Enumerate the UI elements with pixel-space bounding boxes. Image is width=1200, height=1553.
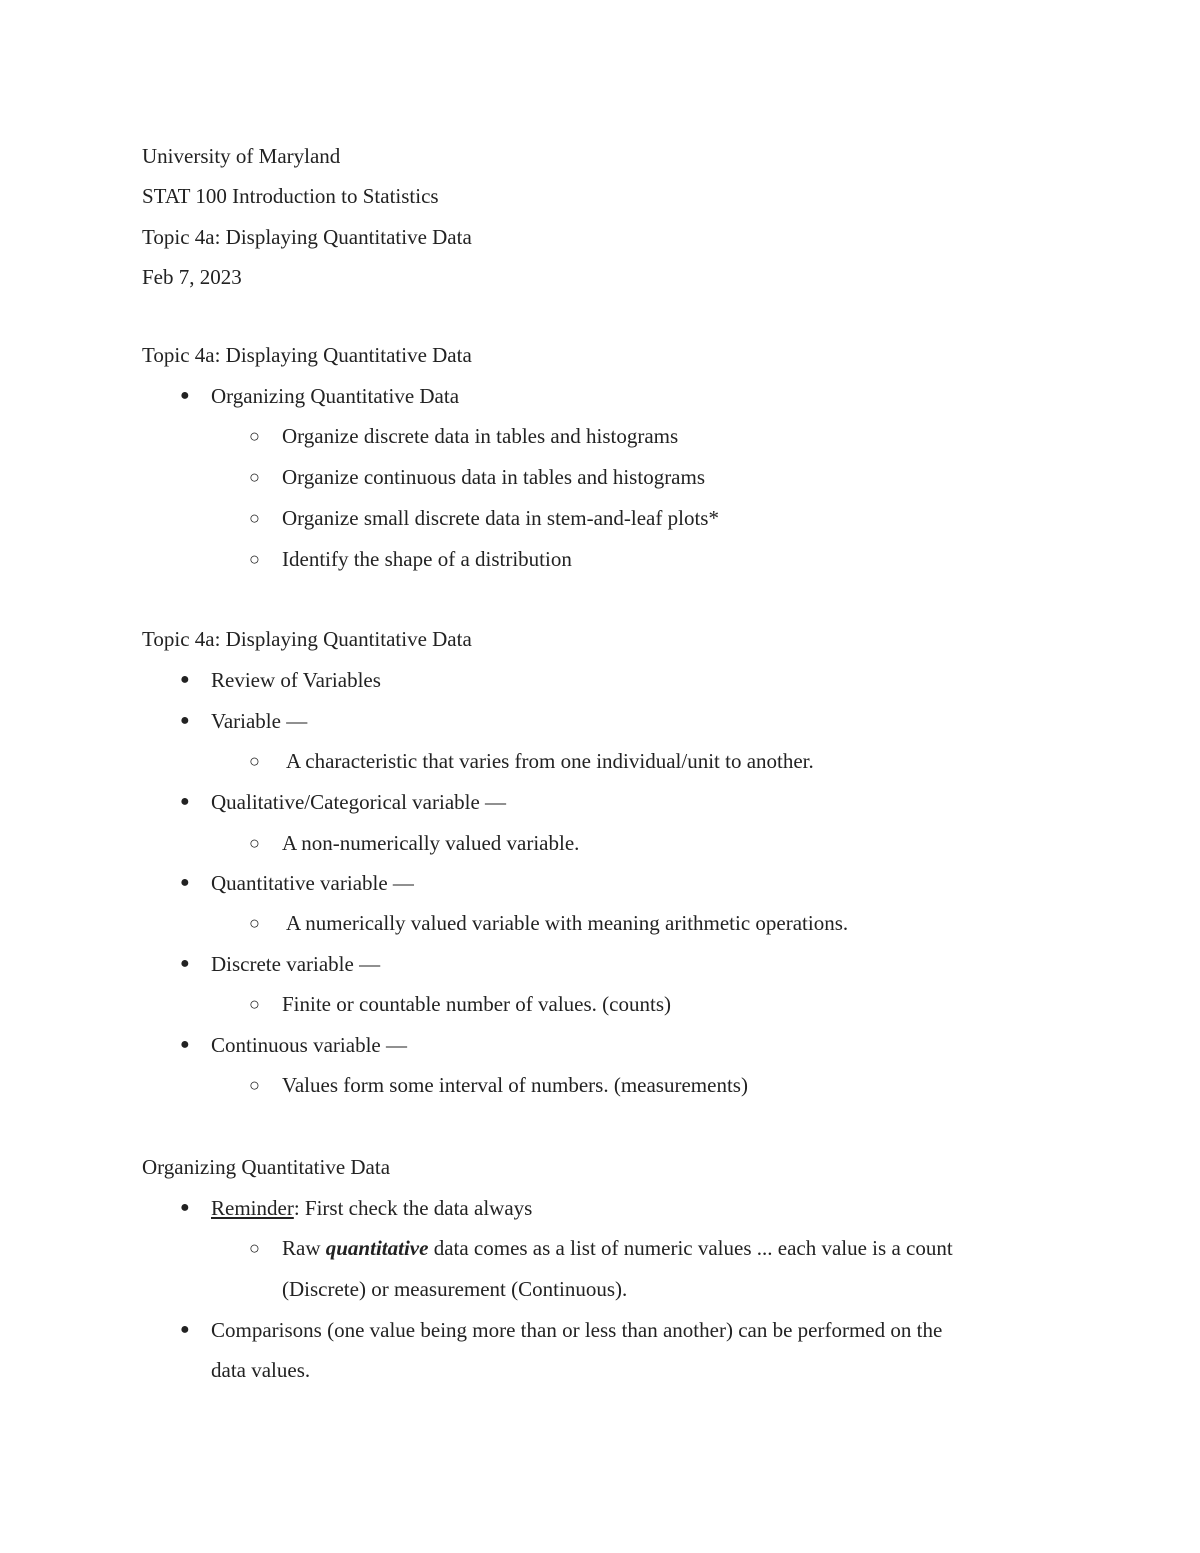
bullet-hollow-icon: ○ bbox=[249, 833, 260, 853]
list-item: Qualitative/Categorical variable — bbox=[211, 790, 507, 814]
bullet-filled-icon: ● bbox=[180, 1199, 190, 1216]
bullet-hollow-icon: ○ bbox=[249, 994, 260, 1014]
list-item bbox=[211, 1194, 532, 1222]
section3-heading: Organizing Quantitative Data bbox=[142, 1155, 391, 1179]
list-item: Discrete variable — bbox=[211, 952, 381, 976]
sub-list-item: Organize continuous data in tables and histograms bbox=[282, 465, 706, 489]
bullet-hollow-icon: ○ bbox=[249, 467, 260, 487]
date: Feb 7, 2023 bbox=[142, 265, 242, 289]
reminder-label: Reminder bbox=[211, 1196, 294, 1220]
bullet-hollow-icon: ○ bbox=[249, 508, 260, 528]
list-item: Quantitative variable — bbox=[211, 871, 414, 895]
raw-text: Raw bbox=[282, 1236, 326, 1260]
bullet-filled-icon: ● bbox=[180, 955, 190, 972]
bullet-filled-icon: ● bbox=[180, 874, 190, 891]
section2-heading: Topic 4a: Displaying Quantitative Data bbox=[142, 627, 472, 651]
bullet-hollow-icon: ○ bbox=[249, 751, 260, 771]
bullet-filled-icon: ● bbox=[180, 671, 190, 688]
university-name: University of Maryland bbox=[142, 144, 341, 168]
list-item: Comparisons (one value being more than or less than another) can be performed on the bbox=[211, 1318, 943, 1342]
sub-list-item: Values form some interval of numbers. (measurements) bbox=[282, 1073, 748, 1097]
sub-list-item: Finite or countable number of values. (counts) bbox=[282, 992, 671, 1016]
sub-list-item bbox=[282, 1234, 953, 1262]
sub-list-item: A numerically valued variable with meaning arithmetic operations. bbox=[286, 911, 849, 935]
bullet-filled-icon: ● bbox=[180, 387, 190, 404]
sub-list-item: Identify the shape of a distribution bbox=[282, 547, 572, 571]
list-item: Organizing Quantitative Data bbox=[211, 384, 460, 408]
section1-heading: Topic 4a: Displaying Quantitative Data bbox=[142, 343, 472, 367]
list-item-continuation: data values. bbox=[211, 1358, 311, 1382]
sub-list-item: A non-numerically valued variable. bbox=[282, 831, 580, 855]
sub-list-item: A characteristic that varies from one individual/unit to another. bbox=[286, 749, 814, 773]
bullet-filled-icon: ● bbox=[180, 793, 190, 810]
bullet-filled-icon: ● bbox=[180, 712, 190, 729]
bullet-hollow-icon: ○ bbox=[249, 1238, 260, 1258]
sub-list-item: Organize discrete data in tables and histograms bbox=[282, 424, 679, 448]
list-item: Review of Variables bbox=[211, 668, 381, 692]
raw-rest-text: data comes as a list of numeric values ... each value is a count bbox=[428, 1236, 953, 1260]
bullet-filled-icon: ● bbox=[180, 1321, 190, 1338]
topic-title: Topic 4a: Displaying Quantitative Data bbox=[142, 225, 472, 249]
sub-list-item: Organize small discrete data in stem-and-leaf plots* bbox=[282, 506, 719, 530]
bullet-hollow-icon: ○ bbox=[249, 913, 260, 933]
bullet-hollow-icon: ○ bbox=[249, 1075, 260, 1095]
reminder-text: : First check the data always bbox=[293, 1196, 533, 1220]
sub-list-item-continuation: (Discrete) or measurement (Continuous). bbox=[282, 1277, 628, 1301]
bullet-hollow-icon: ○ bbox=[249, 426, 260, 446]
course-title: STAT 100 Introduction to Statistics bbox=[142, 184, 439, 208]
list-item: Variable — bbox=[211, 709, 308, 733]
bullet-filled-icon: ● bbox=[180, 1036, 190, 1053]
list-item: Continuous variable — bbox=[211, 1033, 407, 1057]
emphasis-quantitative: quantitative bbox=[325, 1236, 429, 1260]
bullet-hollow-icon: ○ bbox=[249, 549, 260, 569]
